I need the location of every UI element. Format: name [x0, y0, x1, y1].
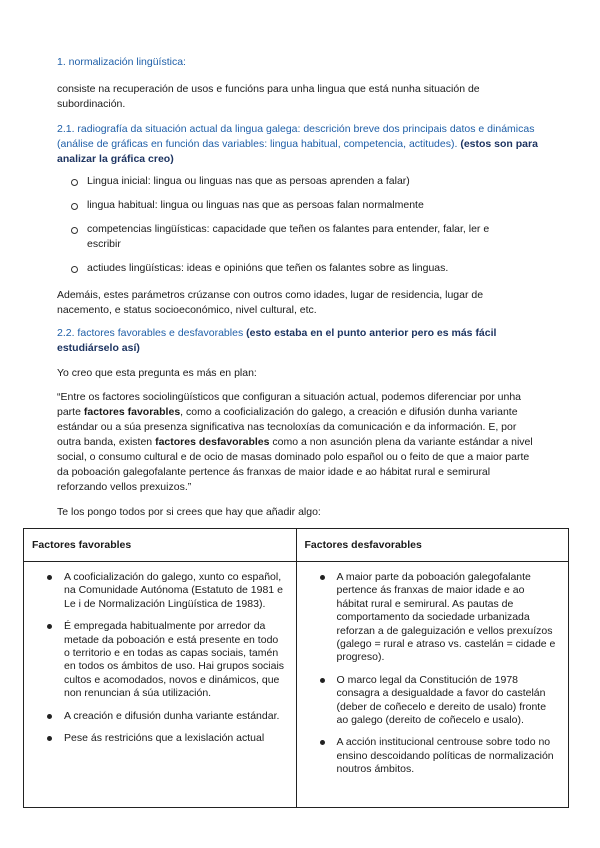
desfavorables-list — [298, 571, 568, 777]
list-item: A maior parte da poboación galegofalante pertence ás franxas de maior idade e ao hábitat rural e semirural. As pautas de comportamento da sociedade urbanizada reforzan a de galeguización e vellos prexuízos (galego = rural e atraso vs. castelán = cidade e progreso). — [320, 571, 558, 665]
section-2-1-title: 2.1. radiografía da situación actual da lingua galega: descrición breve dos principais datos e dinámicas (análise de gráficas en función das variables: lingua habitual, competencia, actitudes). — [57, 123, 535, 150]
desfavorables-cell — [296, 562, 569, 808]
section-2-2-note: (esto estaba en el punto anterior pero es más fácil estudiárselo así) — [57, 327, 497, 354]
quote-text: como a non asunción plena da variante estándar a nivel social, o consumo cultural e de ocio de masas dominado polo español ou o feito de que a maior parte da poboación galegofalante pertence ás franxas de maior idade e ao hábitat rural e semirural reforzando vellos prexuizos.” — [57, 436, 533, 493]
list-item: A cooficialización do galego, xunto co español, na Comunidade Autónoma (Estatuto de 1981 e Le i de Normalización Lingüística de 1983). — [47, 571, 285, 611]
section-2-2-intro: Yo creo que esta pregunta es más en plan: — [57, 367, 257, 379]
list-item: O marco legal da Constitución de 1978 consagra a desigualdade a favor do castelán (deber de coñecelo e dereito de usalo) fronte ao galego (dereito de coñecelo e usalo). — [320, 674, 558, 728]
list-item: Pese ás restricións que a lexislación actual — [47, 732, 285, 745]
section-2-2-outro: Te los pongo todos por si crees que hay que añadir algo: — [57, 506, 321, 518]
variables-list — [71, 174, 511, 285]
section-2-1-note: (estos son para analizar la gráfica creo) — [57, 138, 538, 165]
section-2-2-heading — [57, 326, 537, 356]
table-header-row — [24, 529, 569, 562]
list-item: É empregada habitualmente por arredor da metade da poboación e está presente en todo o territorio e en todas as capas sociais, tamén en todos os ámbitos de uso. Hai grupos sociais cultos e acomodados, novos e dinámicos, que non renuncian á súa utilización. — [47, 620, 285, 700]
quote-text: , como a cooficialización do galego, a creación e difusión dunha variante estándar ou a súa presenza significativa nas tecnoloxías da comunicación e da información. E, por outra banda, existen — [57, 406, 518, 448]
table-row — [24, 562, 569, 808]
list-item: lingua habitual: lingua ou linguas nas que as persoas falan normalmente — [71, 198, 511, 213]
quote-paragraph — [57, 390, 537, 495]
header-favorables: Factores favorables — [24, 529, 297, 562]
list-item: Lingua inicial: lingua ou linguas nas que as persoas aprenden a falar) — [71, 174, 511, 189]
quote-text: “Entre os factores sociolingüísticos que configuran a situación actual, podemos diferenciar por unha parte — [57, 391, 522, 418]
list-item: A creación e difusión dunha variante estándar. — [47, 710, 285, 723]
section-1-paragraph: consiste na recuperación de usos e funcións para unha lingua que está nunha situación de subordinación. — [57, 83, 480, 110]
favorables-list — [25, 571, 295, 745]
list-item: competencias lingüísticas: capacidade que teñen os falantes para entender, falar, ler e escribir — [71, 222, 511, 252]
section-2-1-paragraph: Ademáis, estes parámetros crúzanse con outros como idades, lugar de residencia, lugar de nacemento, e status socioeconómico, nivel cultural, etc. — [57, 289, 484, 316]
favorables-cell — [24, 562, 297, 808]
section-1-heading: 1. normalización lingüística: — [57, 56, 186, 68]
section-2-2-title: 2.2. factores favorables e desfavorables — [57, 327, 244, 339]
list-item: A acción institucional centrouse sobre todo no ensino descoidando políticas de normalización noutros ámbitos. — [320, 736, 558, 776]
quote-bold-desfavorables: factores desfavorables — [155, 436, 270, 448]
header-desfavorables: Factores desfavorables — [296, 529, 569, 562]
quote-bold-favorables: factores favorables — [83, 406, 181, 418]
factors-table — [23, 528, 569, 808]
list-item: actiudes lingüísticas: ideas e opinións que teñen os falantes sobre as linguas. — [71, 261, 511, 276]
section-2-1-heading — [57, 122, 547, 167]
